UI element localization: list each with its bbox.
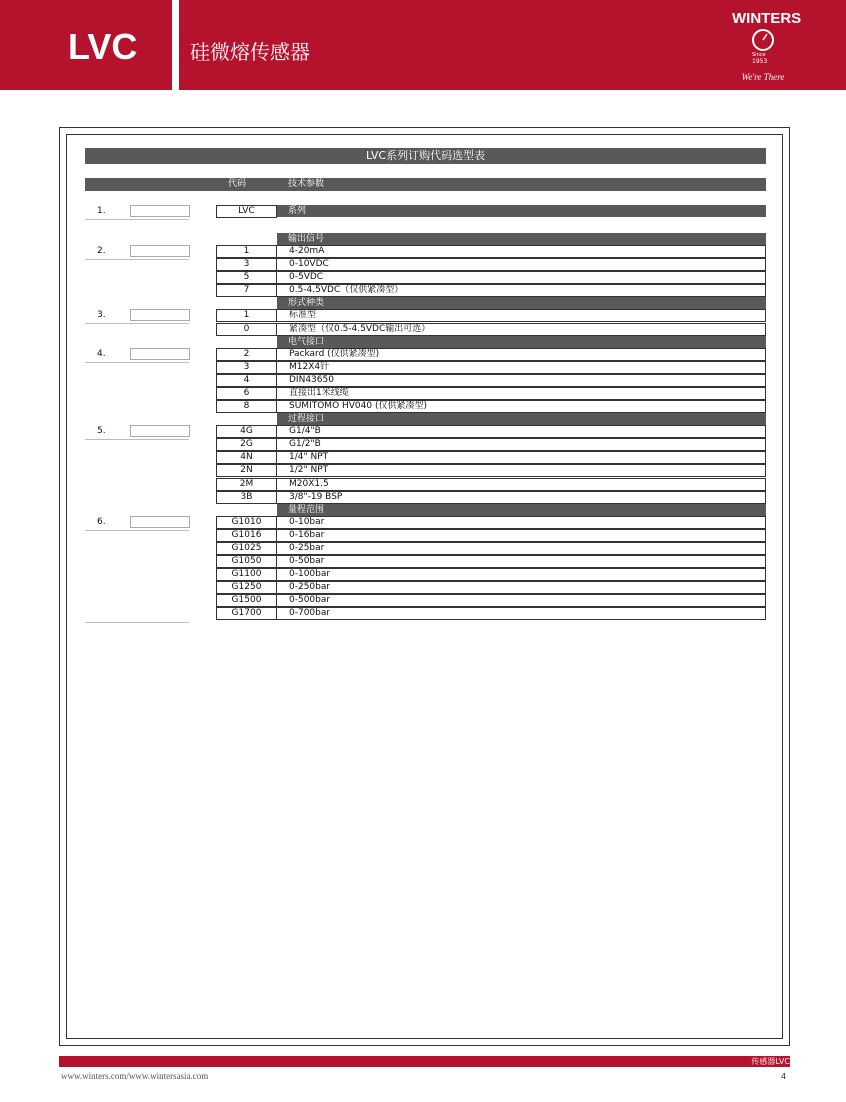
table-column-header [85,178,766,191]
option-code: G1100 [216,568,277,581]
option-description: 0.5-4.5VDC（仅供紧凑型） [276,284,766,297]
header-divider [172,0,179,90]
option-description: 紧凑型（仅0.5-4.5VDC输出可选） [276,323,766,336]
code-entry-box[interactable] [130,309,190,321]
gauge-icon [751,28,775,52]
group-separator [85,259,189,260]
model-name: LVC [68,26,138,67]
option-description: SUMITOMO HV040 (仅供紧凑型) [276,400,766,413]
footer-bar [59,1056,790,1067]
option-code: 7 [216,284,277,297]
option-description: 0-25bar [276,542,766,555]
col-code-label: 代码 [228,179,247,189]
option-description: M12X4针 [276,361,766,374]
option-code: 3 [216,361,277,374]
series-code: LVC [216,205,277,218]
option-code: 3 [216,258,277,271]
option-code: 5 [216,271,277,284]
code-entry-box[interactable] [130,516,190,528]
option-description: 0-5VDC [276,271,766,284]
option-code: 4G [216,425,277,438]
code-entry-box[interactable] [130,205,190,217]
group-separator [85,362,189,363]
series-label: 系列 [277,205,766,217]
product-subtitle: 硅微熔传感器 [190,40,310,64]
group-number: 2. [97,246,106,256]
option-description: 0-100bar [276,568,766,581]
group-number: 3. [97,310,106,321]
col-param-label: 技术参数 [288,179,325,189]
group-number: 4. [97,348,106,359]
footer-label: 传感器LVC [751,1057,790,1066]
option-description: DIN43650 [276,374,766,387]
option-description: 4-20mA [276,245,766,258]
option-code: 2 [216,348,277,361]
group-separator [85,439,189,440]
option-description: 直接出1米线缆 [276,387,766,400]
option-description: Packard (仅供紧凑型) [276,348,766,361]
option-description: 3/8"-19 BSP [276,491,766,504]
option-code: G1016 [216,529,277,542]
section-header: 输出信号 [277,233,766,245]
table-title: LVC系列订购代码选型表 [85,148,766,164]
option-description: 0-10bar [276,516,766,529]
option-description: 1/4" NPT [276,451,766,464]
option-description: 1/2" NPT [276,464,766,477]
logo-tagline: We're There [741,72,785,82]
logo-since: Since [752,52,766,58]
option-code: G1050 [216,555,277,568]
option-description: M20X1.5 [276,478,766,491]
section-header: 电气接口 [277,336,766,348]
option-description: G1/4"B [276,425,766,438]
option-code: 3B [216,491,277,504]
option-code: 4 [216,374,277,387]
option-code: 1 [216,309,277,322]
page-number: 4 [781,1072,787,1081]
logo-brand: WINTERS [732,10,802,27]
option-code: 8 [216,400,277,413]
option-description: 0-250bar [276,581,766,594]
group-separator [85,530,189,531]
option-description: G1/2"B [276,438,766,451]
group-number: 5. [97,426,106,437]
option-code: G1010 [216,516,277,529]
option-description: 0-16bar [276,529,766,542]
section-header: 形式种类 [277,297,766,309]
option-code: G1700 [216,607,277,620]
group-separator [85,219,189,220]
option-description: 0-500bar [276,594,766,607]
page-header [0,0,846,90]
footer-url[interactable]: www.winters.com/www.wintersasia.com [61,1071,209,1081]
option-description: 0-700bar [276,607,766,620]
option-description: 0-50bar [276,555,766,568]
group-separator [85,323,189,324]
logo-year: 1953 [752,58,768,65]
option-code: 2N [216,464,277,477]
section-header: 量程范围 [277,504,766,516]
option-description: 标准型 [276,309,766,322]
table-end-line [85,622,189,623]
option-code: G1025 [216,542,277,555]
option-code: 0 [216,323,277,336]
code-entry-box[interactable] [130,348,190,360]
option-code: 1 [216,245,277,258]
winters-logo [732,10,802,82]
option-code: 2G [216,438,277,451]
option-code: G1500 [216,594,277,607]
group-number: 6. [97,516,106,527]
section-header: 过程接口 [277,413,766,425]
option-code: 4N [216,451,277,464]
code-entry-box[interactable] [130,425,190,437]
option-code: 6 [216,387,277,400]
option-code: 2M [216,478,277,491]
option-code: G1250 [216,581,277,594]
group-number: 1. [97,206,106,216]
code-entry-box[interactable] [130,245,190,257]
option-description: 0-10VDC [276,258,766,271]
